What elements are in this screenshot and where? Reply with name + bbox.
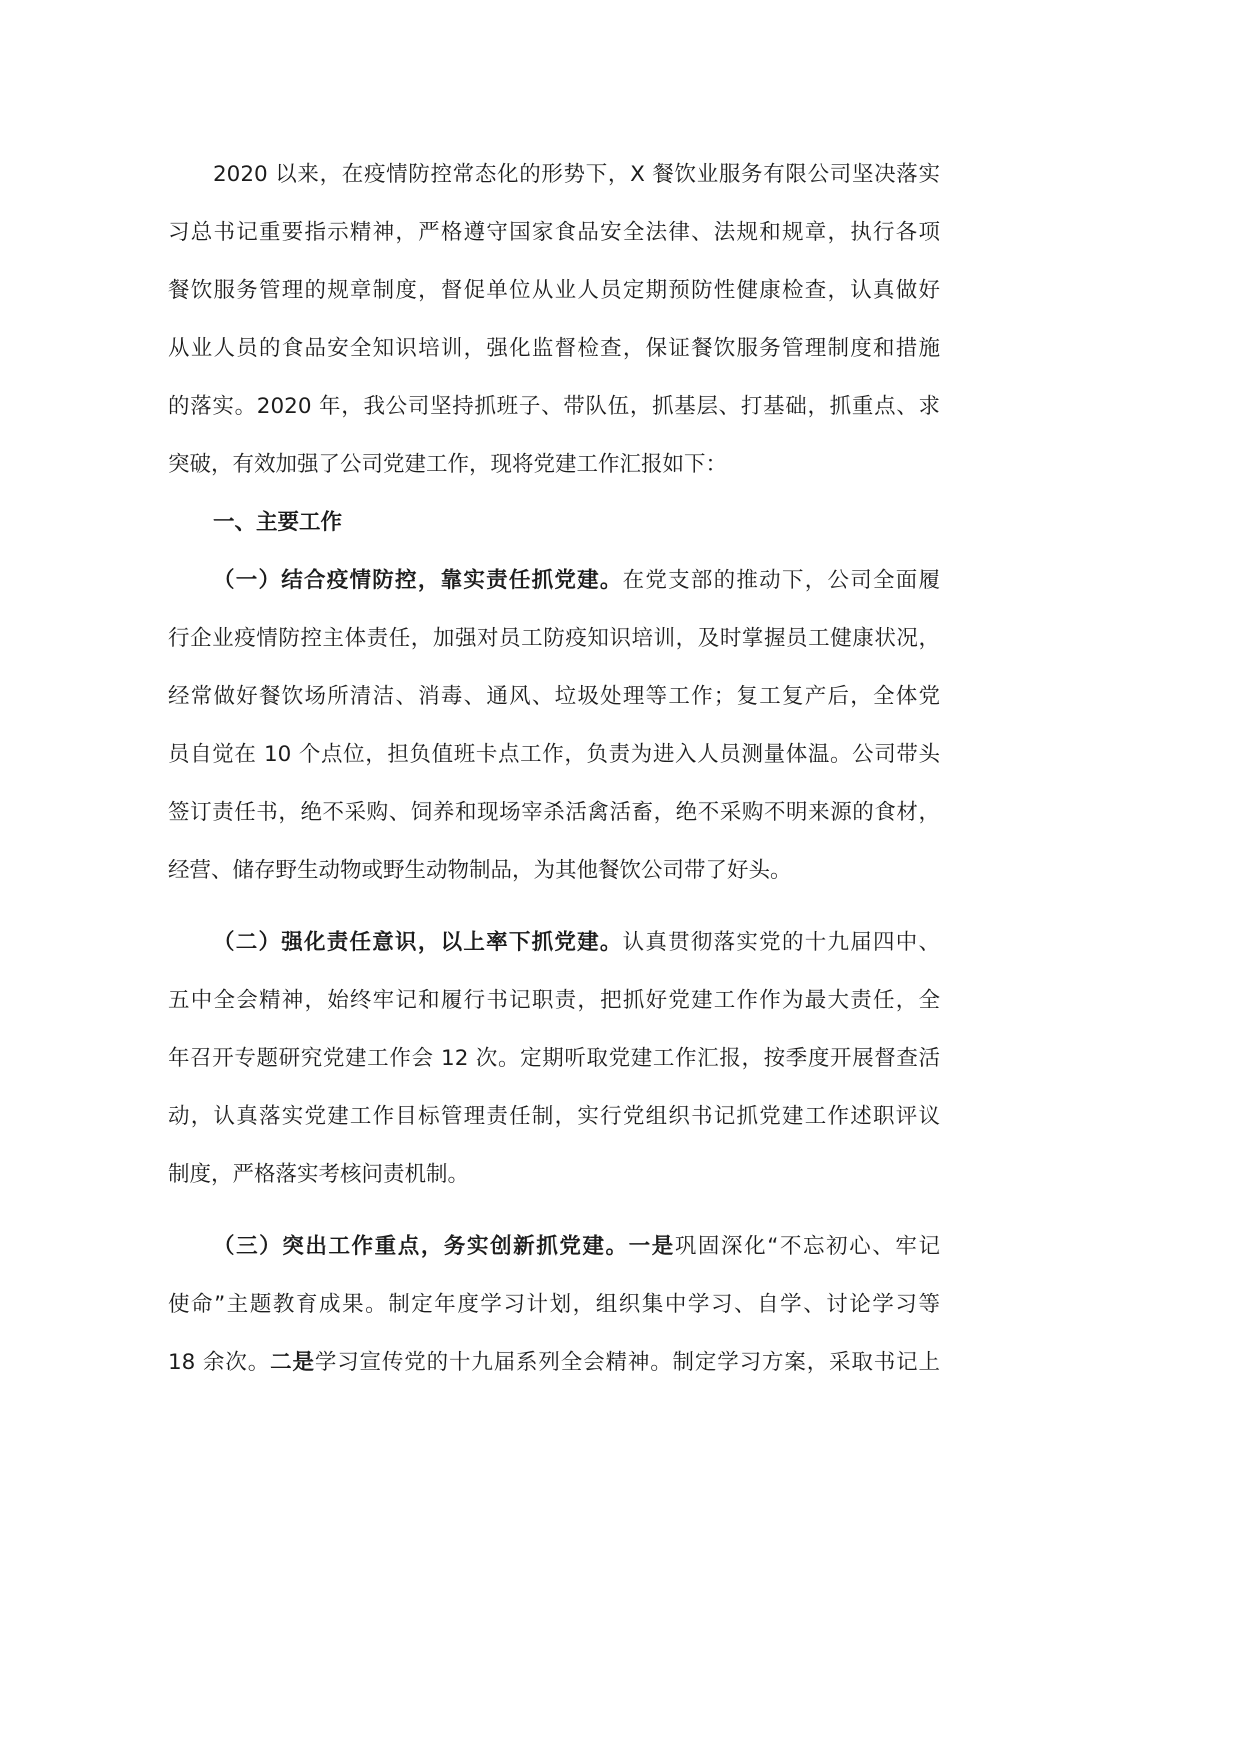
item-1-line: 签订责任书，绝不采购、饲养和现场宰杀活禽活畜，绝不采购不明来源的食材， — [168, 800, 940, 825]
item-2-line: 年召开专题研究党建工作会 12 次。定期听取党建工作汇报，按季度开展督查活 — [168, 1046, 940, 1071]
item-1-line: 行企业疫情防控主体责任，加强对员工防疫知识培训，及时掌握员工健康状况， — [168, 626, 940, 651]
item-3-text: 巩固深化“不忘初心、牢记 — [674, 1234, 940, 1259]
item-1-line: 员自觉在 10 个点位，担负值班卡点工作，负责为进入人员测量体温。公司带头 — [168, 742, 940, 767]
intro-line: 习总书记重要指示精神，严格遵守国家食品安全法律、法规和规章，执行各项 — [168, 220, 940, 245]
item-1-paragraph — [168, 552, 940, 900]
item-2-line: 动，认真落实党建工作目标管理责任制，实行党组织书记抓党建工作述职评议 — [168, 1104, 940, 1129]
intro-line: 从业人员的食品安全知识培训，强化监督检查，保证餐饮服务管理制度和措施 — [168, 336, 940, 361]
item-1-text: 在党支部的推动下，公司全面履 — [622, 568, 940, 593]
item-2-line: 制度，严格落实考核问责机制。 — [168, 1162, 470, 1187]
intro-line: 2020 以来，在疫情防控常态化的形势下，X 餐饮业服务有限公司坚决落实 — [213, 162, 940, 187]
item-2-line: 五中全会精神，始终牢记和履行书记职责，把抓好党建工作作为最大责任，全 — [168, 988, 940, 1013]
document-body — [168, 146, 940, 1392]
point-1-label: 一是 — [628, 1234, 675, 1259]
item-1-line: 经营、储存野生动物或野生动物制品，为其他餐饮公司带了好头。 — [168, 858, 792, 883]
item-3-line: 使命”主题教育成果。制定年度学习计划，组织集中学习、自学、讨论学习等 — [168, 1292, 940, 1317]
item-3-paragraph — [168, 1218, 940, 1392]
item-3-title: （三）突出工作重点，务实创新抓党建。 — [213, 1234, 629, 1259]
item-1-title: （一）结合疫情防控，靠实责任抓党建。 — [213, 568, 623, 593]
item-2-first-line — [213, 914, 940, 972]
section-heading: 一、主要工作 — [213, 510, 343, 535]
intro-line: 突破，有效加强了公司党建工作，现将党建工作汇报如下： — [168, 452, 728, 477]
item-2-title: （二）强化责任意识，以上率下抓党建。 — [213, 930, 623, 955]
item-1-line: 经常做好餐饮场所清洁、消毒、通风、垃圾处理等工作；复工复产后，全体党 — [168, 684, 940, 709]
item-3-line — [168, 1334, 940, 1392]
item-2-paragraph — [168, 914, 940, 1204]
item-2-text: 认真贯彻落实党的十九届四中、 — [622, 930, 940, 955]
item-1-first-line — [213, 552, 940, 610]
intro-line: 的落实。2020 年，我公司坚持抓班子、带队伍，抓基层、打基础，抓重点、求 — [168, 394, 940, 419]
intro-paragraph — [168, 146, 940, 494]
item-3-text: 18 余次。 — [168, 1350, 271, 1375]
item-3-first-line — [213, 1218, 940, 1276]
item-3-text: 学习宣传党的十九届系列全会精神。制定学习方案，采取书记上 — [314, 1350, 940, 1375]
point-2-label: 二是 — [270, 1350, 315, 1375]
intro-line: 餐饮服务管理的规章制度，督促单位从业人员定期预防性健康检查，认真做好 — [168, 278, 940, 303]
